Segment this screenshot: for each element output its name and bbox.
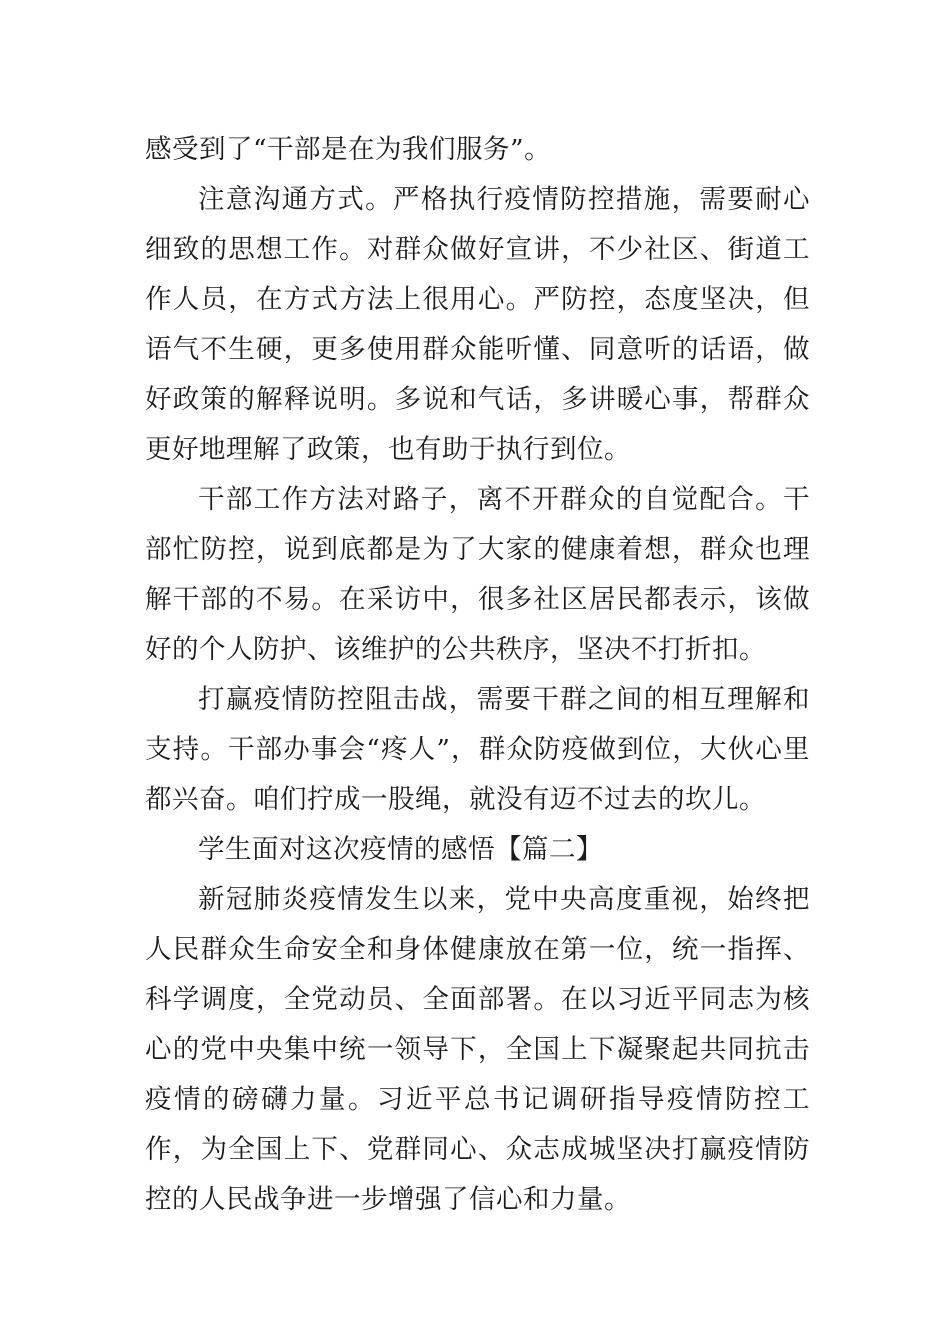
paragraph-cooperation: 干部工作方法对路子，离不开群众的自觉配合。干部忙防控，说到底都是为了大家的健康着想，群众也理解干部的不易。在采访中，很多社区居民都表示，该做好的个人防护、该维护的公共秩序，坚决不打折扣。 xyxy=(145,484,810,665)
paragraph-section-two: 新冠肺炎疫情发生以来，党中央高度重视，始终把人民群众生命安全和身体健康放在第一位，统一指挥、科学调度，全党动员、全面部署。在以习近平同志为核心的党中央集中统一领导下，全国上下凝聚起共同抗击疫情的磅礴力量。习近平总书记调研指导疫情防控工作，为全国上下、党群同心、众志成城坚决打赢疫情防控的人民战争进一步增强了信心和力量。 xyxy=(145,884,810,1215)
paragraph-communication: 注意沟通方式。严格执行疫情防控措施，需要耐心细致的思想工作。对群众做好宣讲，不少社区、街道工作人员，在方式方法上很用心。严防控，态度坚决，但语气不生硬，更多使用群众能听懂、同意听的话语，做好政策的解释说明。多说和气话，多讲暖心事，帮群众更好地理解了政策，也有助于执行到位。 xyxy=(145,184,810,465)
paragraph-continuation: 感受到了“干部是在为我们服务”。 xyxy=(145,134,552,165)
document-body xyxy=(145,125,810,1225)
paragraph-mutual-support: 打赢疫情防控阻击战，需要干群之间的相互理解和支持。干部办事会“疼人”，群众防疫做到位，大伙心里都兴奋。咱们拧成一股绳，就没有迈不过去的坎儿。 xyxy=(145,684,810,815)
section-heading: 学生面对这次疫情的感悟【篇二】 xyxy=(198,834,603,865)
